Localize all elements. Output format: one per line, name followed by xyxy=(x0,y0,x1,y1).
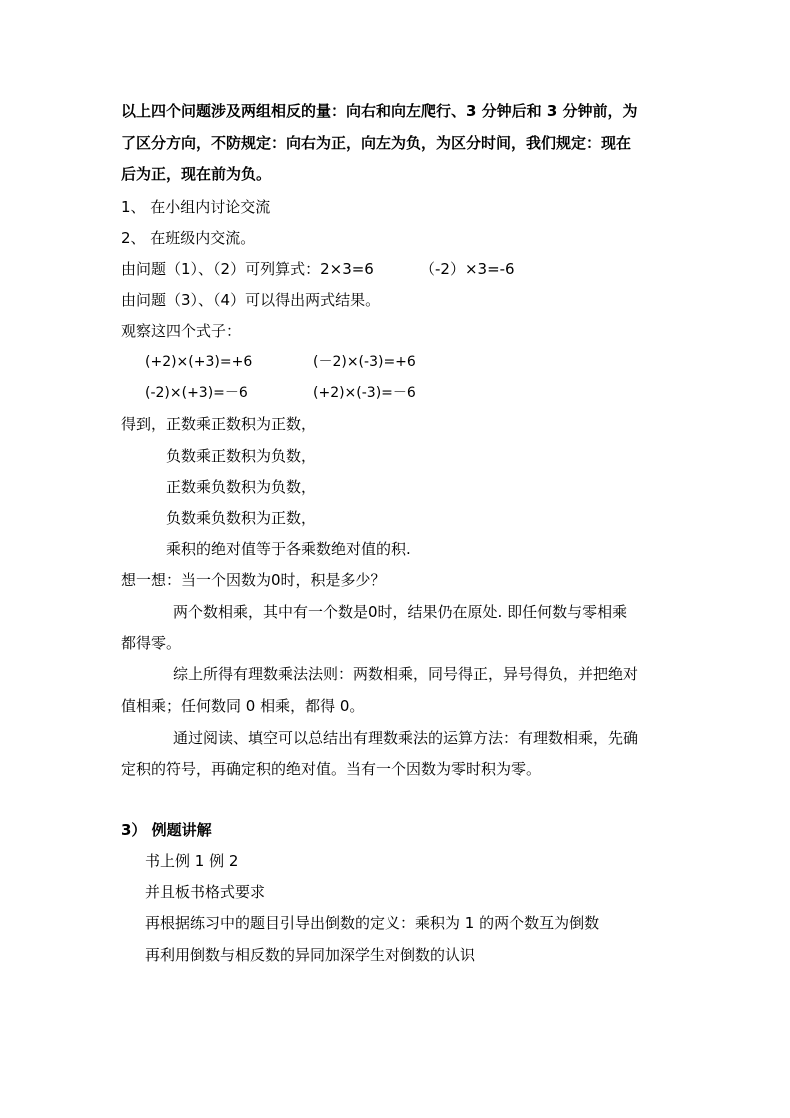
formula-second: （-2）×3=-6 xyxy=(420,260,515,278)
rule-1: 得到，正数乘正数积为正数， xyxy=(121,415,317,433)
example-line-4: 再利用倒数与相反数的异同加深学生对倒数的认识 xyxy=(145,946,476,964)
think-question: 想一想：当一个因数为0时，积是多少？ xyxy=(121,571,386,589)
think-answer-2: 都得零。 xyxy=(121,634,182,652)
intro-line-2: 了区分方向，不防规定：向右为正，向左为负，为区分时间，我们规定：现在 xyxy=(121,134,632,152)
step-2: 2、 在班级内交流。 xyxy=(121,229,256,247)
equation-3: (-2)×(+3)=－6 xyxy=(145,385,248,401)
rule-2: 负数乘正数积为负数， xyxy=(166,447,317,465)
result-intro: 由问题（3）、（4）可以得出两式结果。 xyxy=(121,291,381,309)
example-line-3: 再根据练习中的题目引导出倒数的定义：乘积为 1 的两个数互为倒数 xyxy=(145,914,600,932)
equation-2: (－2)×(-3)=+6 xyxy=(313,354,416,370)
summary-2a: 通过阅读、填空可以总结出有理数乘法的运算方法：有理数相乘，先确 xyxy=(173,729,639,747)
equation-4: (+2)×(-3)=－6 xyxy=(313,385,416,401)
summary-2b: 定积的符号，再确定积的绝对值。当有一个因数为零时积为零。 xyxy=(121,760,542,778)
rule-3: 正数乘负数积为负数， xyxy=(166,478,317,496)
summary-1b: 值相乘；任何数同 0 相乘，都得 0。 xyxy=(121,697,365,715)
formula-intro: 由问题（1）、（2）可列算式：2×3=6 xyxy=(121,260,374,278)
observe-label: 观察这四个式子： xyxy=(121,322,242,340)
equation-1: (+2)×(+3)=+6 xyxy=(145,354,253,370)
think-answer-1: 两个数相乘，其中有一个数是0时，结果仍在原处. 即任何数与零相乘 xyxy=(173,603,628,621)
step-1: 1、 在小组内讨论交流 xyxy=(121,198,271,216)
rule-5: 乘积的绝对值等于各乘数绝对值的积. xyxy=(166,540,411,558)
intro-line-3: 后为正，现在前为负。 xyxy=(121,165,272,183)
example-line-2: 并且板书格式要求 xyxy=(145,883,266,901)
examples-heading: 3） 例题讲解 xyxy=(121,821,212,839)
example-line-1: 书上例 1 例 2 xyxy=(145,852,239,870)
summary-1a: 综上所得有理数乘法法则：两数相乘，同号得正，异号得负，并把绝对 xyxy=(173,665,639,683)
intro-line-1: 以上四个问题涉及两组相反的量：向右和向左爬行、3 分钟后和 3 分钟前，为 xyxy=(121,102,638,120)
rule-4: 负数乘负数积为正数， xyxy=(166,509,317,527)
